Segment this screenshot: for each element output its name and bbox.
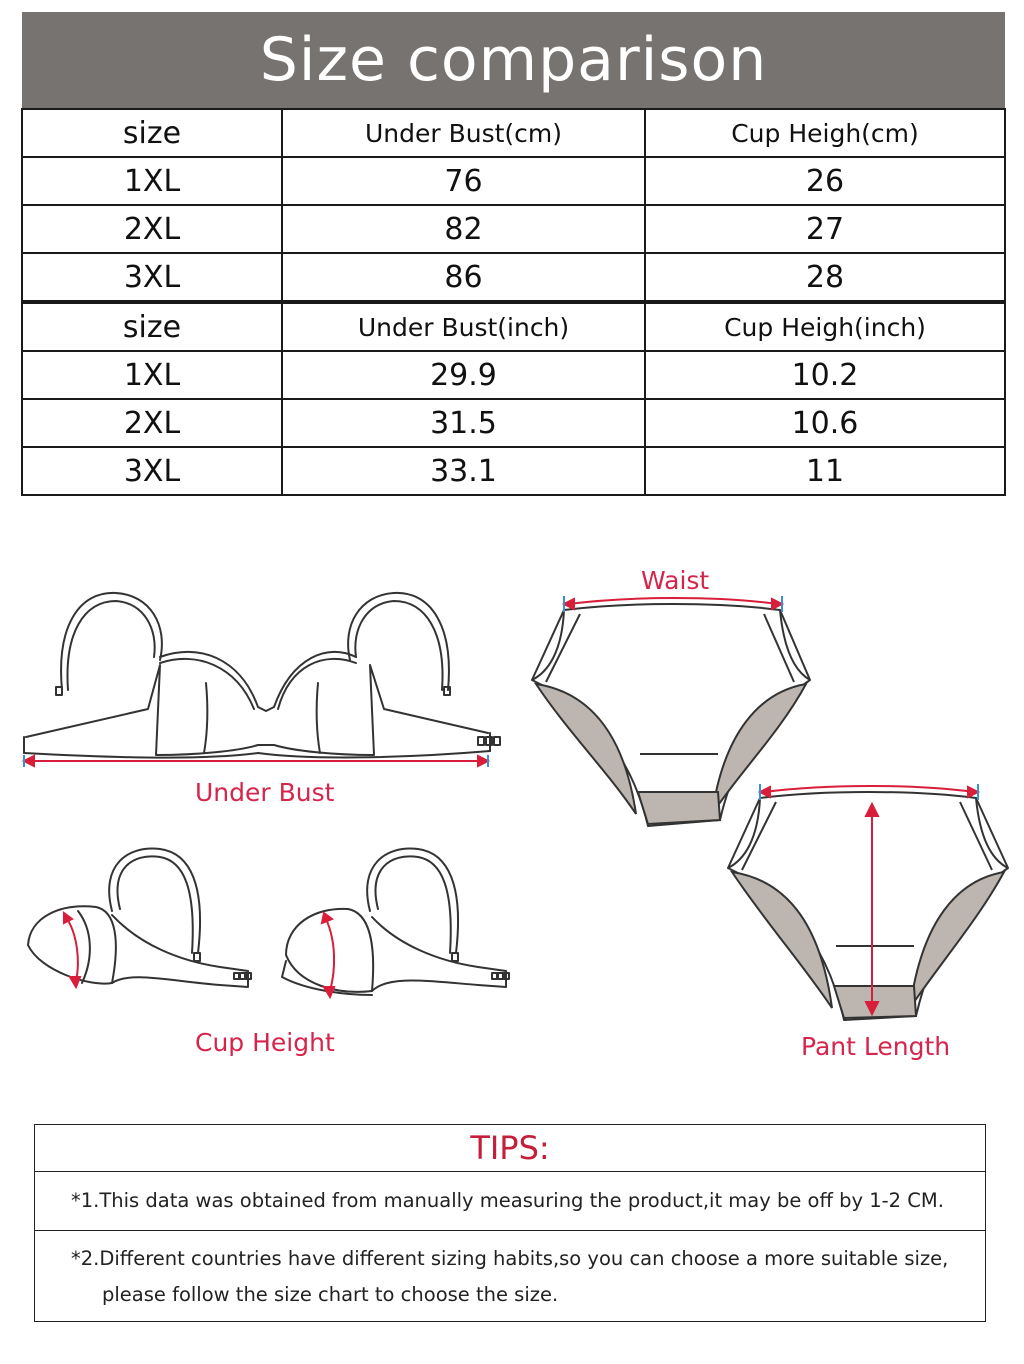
- header-under-bust-cm: Under Bust(cm): [282, 109, 645, 157]
- size-cell: 1XL: [22, 157, 282, 205]
- table-row: [22, 205, 1005, 253]
- cup-height-cell: 27: [645, 205, 1005, 253]
- under-bust-label: Under Bust: [195, 778, 335, 807]
- tips-box: [34, 1124, 986, 1322]
- table-row: [22, 157, 1005, 205]
- under-bust-cell: 29.9: [282, 351, 645, 399]
- under-bust-cell: 33.1: [282, 447, 645, 495]
- under-bust-cell: 76: [282, 157, 645, 205]
- cup-height-diagram-left: [20, 845, 260, 1005]
- page-title: Size comparison: [22, 12, 1005, 108]
- header-size: size: [22, 109, 282, 157]
- panty-length-diagram: [724, 780, 1016, 1030]
- tip-1: *1.This data was obtained from manually measuring the product,it may be off by 1-2 CM.: [35, 1172, 985, 1231]
- table-header-inch: [22, 302, 1005, 351]
- cup-height-cell: 10.6: [645, 399, 1005, 447]
- header-under-bust-inch: Under Bust(inch): [282, 302, 645, 351]
- cup-height-diagram-right: [278, 845, 518, 1005]
- cup-height-cell: 10.2: [645, 351, 1005, 399]
- tip-2-line-2: please follow the size chart to choose the size.: [102, 1283, 559, 1306]
- size-cell: 2XL: [22, 205, 282, 253]
- table-row: [22, 253, 1005, 302]
- tips-title: TIPS:: [35, 1125, 985, 1172]
- cup-height-cell: 28: [645, 253, 1005, 302]
- under-bust-cell: 82: [282, 205, 645, 253]
- size-cell: 2XL: [22, 399, 282, 447]
- table-row: [22, 351, 1005, 399]
- table-header-cm: [22, 109, 1005, 157]
- header-size: size: [22, 302, 282, 351]
- cup-height-cell: 11: [645, 447, 1005, 495]
- header-cup-height-cm: Cup Heigh(cm): [645, 109, 1005, 157]
- size-table: [21, 108, 1006, 496]
- under-bust-cell: 31.5: [282, 399, 645, 447]
- pant-length-label: Pant Length: [801, 1032, 951, 1061]
- header-cup-height-inch: Cup Heigh(inch): [645, 302, 1005, 351]
- size-cell: 3XL: [22, 447, 282, 495]
- table-row: [22, 447, 1005, 495]
- size-cell: 1XL: [22, 351, 282, 399]
- cup-height-label: Cup Height: [195, 1028, 335, 1057]
- tip-2-line-1: *2.Different countries have different sizing habits,so you can choose a more suitable size,: [71, 1247, 949, 1270]
- tip-2: [35, 1231, 985, 1313]
- cup-height-cell: 26: [645, 157, 1005, 205]
- table-row: [22, 399, 1005, 447]
- bra-under-bust-diagram: [18, 585, 508, 775]
- waist-label: Waist: [641, 566, 710, 595]
- under-bust-cell: 86: [282, 253, 645, 302]
- size-cell: 3XL: [22, 253, 282, 302]
